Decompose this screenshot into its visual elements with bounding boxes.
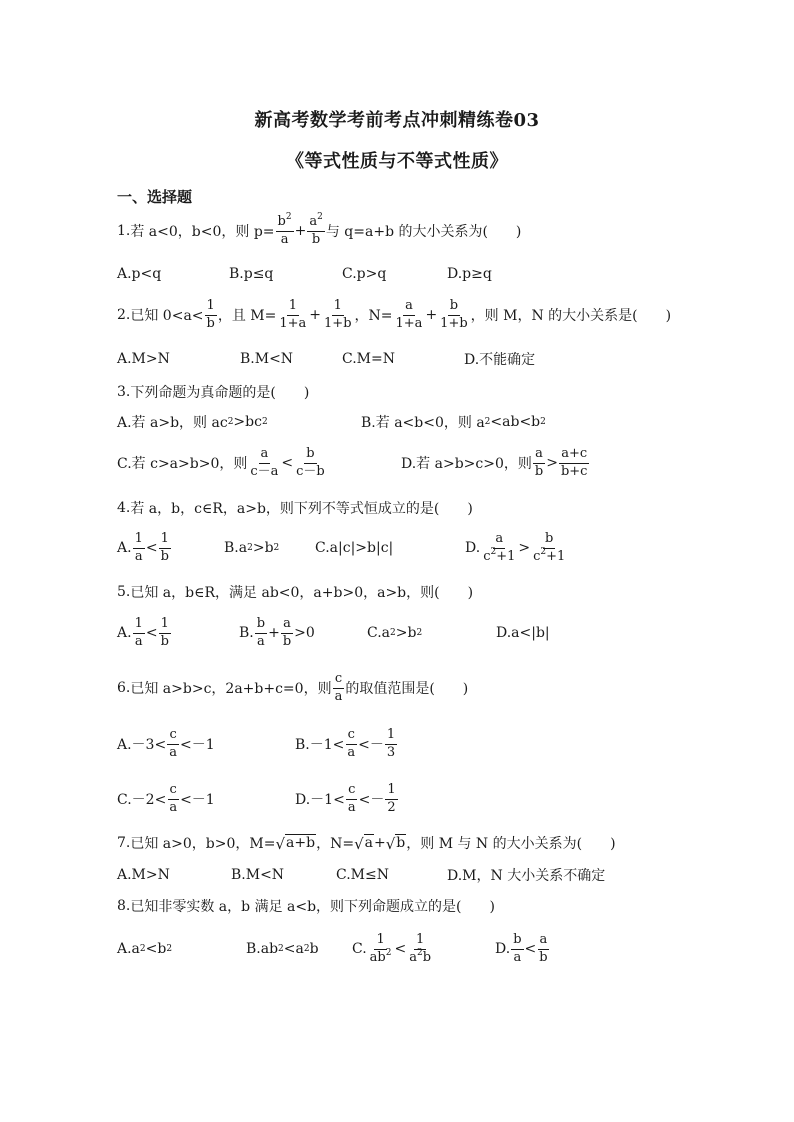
- option-b[interactable]: B.－1< $\frac{c}{a}$ <－ $\frac{1}{3}$: [295, 726, 396, 760]
- question-8: [117, 886, 495, 926]
- option-d[interactable]: D.M，N 大小关系不确定: [447, 868, 606, 884]
- option-d[interactable]: D.－1< $\frac{c}{a}$ <－ $\frac{1}{2}$: [295, 781, 396, 815]
- question-stem: 已知 0<a<: [130, 308, 204, 324]
- question-5: [117, 572, 473, 612]
- question-stem: 已知 a>0，b>0，M=: [130, 836, 276, 852]
- option-b[interactable]: B.M<N: [231, 867, 285, 883]
- option-d[interactable]: D.p≥q: [447, 266, 492, 282]
- radical: √ a+b: [275, 834, 316, 853]
- option-a[interactable]: A.p<q: [117, 266, 162, 282]
- fraction: $\frac{1}{1+b}$: [324, 297, 352, 331]
- question-stem: ，N=: [316, 836, 355, 852]
- option-d[interactable]: D.若 a>b>c>0，则 $\frac{a}{b}$ > $\frac{a+c}{b+c}$: [401, 445, 588, 479]
- question-stem: 已知非零实数 a，b 满足 a<b，则下列命题成立的是( ): [130, 899, 495, 915]
- option-c[interactable]: C.M≤N: [336, 867, 389, 883]
- fraction: $\frac{1}{b}$: [206, 297, 215, 331]
- option-a[interactable]: A. $\frac{1}{a}$ < $\frac{1}{b}$: [117, 615, 169, 649]
- option-c[interactable]: C. $\frac{1}{ab^2}$ < $\frac{1}{a^2b}$: [352, 931, 432, 965]
- option-a[interactable]: A.M>N: [117, 351, 170, 367]
- option-c[interactable]: C.－2< $\frac{c}{a}$ <－1: [117, 781, 215, 815]
- question-stem: ，则 M 与 N 的大小关系为( ): [406, 836, 616, 852]
- question-number: 5.: [117, 584, 131, 600]
- question-stem: 下列命题为真命题的是( ): [130, 385, 310, 401]
- question-stem: 与 q=a+b 的大小关系为( ): [325, 224, 522, 240]
- question-number: 2.: [117, 307, 131, 323]
- option-c[interactable]: C.a 2 > b 2: [367, 625, 423, 641]
- question-6: [117, 668, 468, 708]
- fraction: $\frac{a}{1+a}$: [395, 297, 423, 331]
- fraction: $\frac{b^2}{a}$: [277, 211, 292, 247]
- question-stem: 若 a<0，b<0，则 p=: [130, 224, 275, 240]
- option-a[interactable]: A.－3< $\frac{c}{a}$ <－1: [117, 726, 215, 760]
- option-c[interactable]: C.p>q: [342, 266, 387, 282]
- option-a[interactable]: A.a 2 < b 2: [117, 941, 173, 957]
- question-1: 1. 若 a<0，b<0，则 p= $\frac{b^2}{a}$ + $\frac{a^2}{b}$ 与 q=a+b 的大小关系为( ): [117, 211, 522, 247]
- option-b[interactable]: B.p≤q: [229, 266, 274, 282]
- radical: √ b: [385, 834, 406, 853]
- question-number: 6.: [117, 680, 131, 696]
- option-d[interactable]: D. $\frac{a}{c^2+1}$ > $\frac{b}{c^2+1}$: [465, 530, 566, 564]
- question-2: 2. 已知 0<a< $\frac{1}{b}$ ，且 M= $\frac{1}{1+a}$ + $\frac{1}{1+b}$ ，N= $\frac{a}{1+a}$ + $\frac{b}{1+b}$ ，则 M，N 的大小关系是( ): [117, 297, 672, 331]
- option-b[interactable]: B. $\frac{b}{a}$ + $\frac{a}{b}$ >0: [239, 615, 315, 649]
- fraction: $\frac{c}{a}$: [334, 670, 343, 704]
- option-c[interactable]: C.若 c>a>b>0，则 $\frac{a}{c-a}$ < $\frac{b}{c-b}$: [117, 445, 325, 479]
- option-b[interactable]: B.ab 2 < a 2 b: [246, 941, 319, 957]
- option-b[interactable]: B.若 a<b<0，则 a 2 <ab<b 2: [361, 414, 546, 431]
- option-a[interactable]: A.M>N: [117, 867, 170, 883]
- option-a[interactable]: A. $\frac{1}{a}$ < $\frac{1}{b}$: [117, 530, 169, 564]
- option-a[interactable]: A.若 a>b，则 ac 2 >bc 2: [117, 414, 268, 431]
- question-7: 7. 已知 a>0，b>0，M= √ a+b ，N= √ a + √ b ，则 M 与 N 的大小关系为( ): [117, 834, 616, 853]
- question-number: 1.: [117, 223, 131, 239]
- radical: √ a: [354, 834, 373, 853]
- question-number: 4.: [117, 500, 131, 516]
- page-title: 新高考数学考前考点冲刺精练卷03: [254, 110, 540, 131]
- section-heading: 一、选择题: [117, 188, 193, 206]
- option-d[interactable]: D. $\frac{b}{a}$ < $\frac{a}{b}$: [495, 931, 548, 965]
- option-b[interactable]: B.a 2 > b 2: [224, 540, 280, 556]
- question-number: 7.: [117, 835, 131, 851]
- question-stem: ，则 M，N 的大小关系是( ): [470, 308, 672, 324]
- question-stem: 若 a，b，c∈R，a>b，则下列不等式恒成立的是( ): [130, 501, 473, 517]
- option-d[interactable]: D.a<|b|: [496, 625, 550, 641]
- fraction: $\frac{b}{1+b}$: [440, 297, 468, 331]
- option-b[interactable]: B.M<N: [240, 351, 294, 367]
- page-subtitle: 《等式性质与不等式性质》: [286, 151, 508, 172]
- option-c[interactable]: C.M=N: [342, 351, 395, 367]
- fraction: $\frac{1}{1+a}$: [279, 297, 307, 331]
- question-stem: 的取值范围是( ): [345, 681, 469, 697]
- question-number: 8.: [117, 898, 131, 914]
- question-stem: 已知 a，b∈R，满足 ab<0，a+b>0，a>b，则( ): [130, 585, 474, 601]
- question-4: [117, 488, 473, 528]
- option-c[interactable]: C.a|c|>b|c|: [315, 540, 394, 556]
- question-stem: 已知 a>b>c，2a+b+c=0，则: [130, 681, 332, 697]
- question-number: 3.: [117, 384, 131, 400]
- question-stem: ，且 M=: [217, 308, 277, 324]
- fraction: $\frac{a^2}{b}$: [309, 211, 323, 247]
- option-d[interactable]: D.不能确定: [464, 352, 536, 368]
- question-stem: ，N=: [354, 308, 393, 324]
